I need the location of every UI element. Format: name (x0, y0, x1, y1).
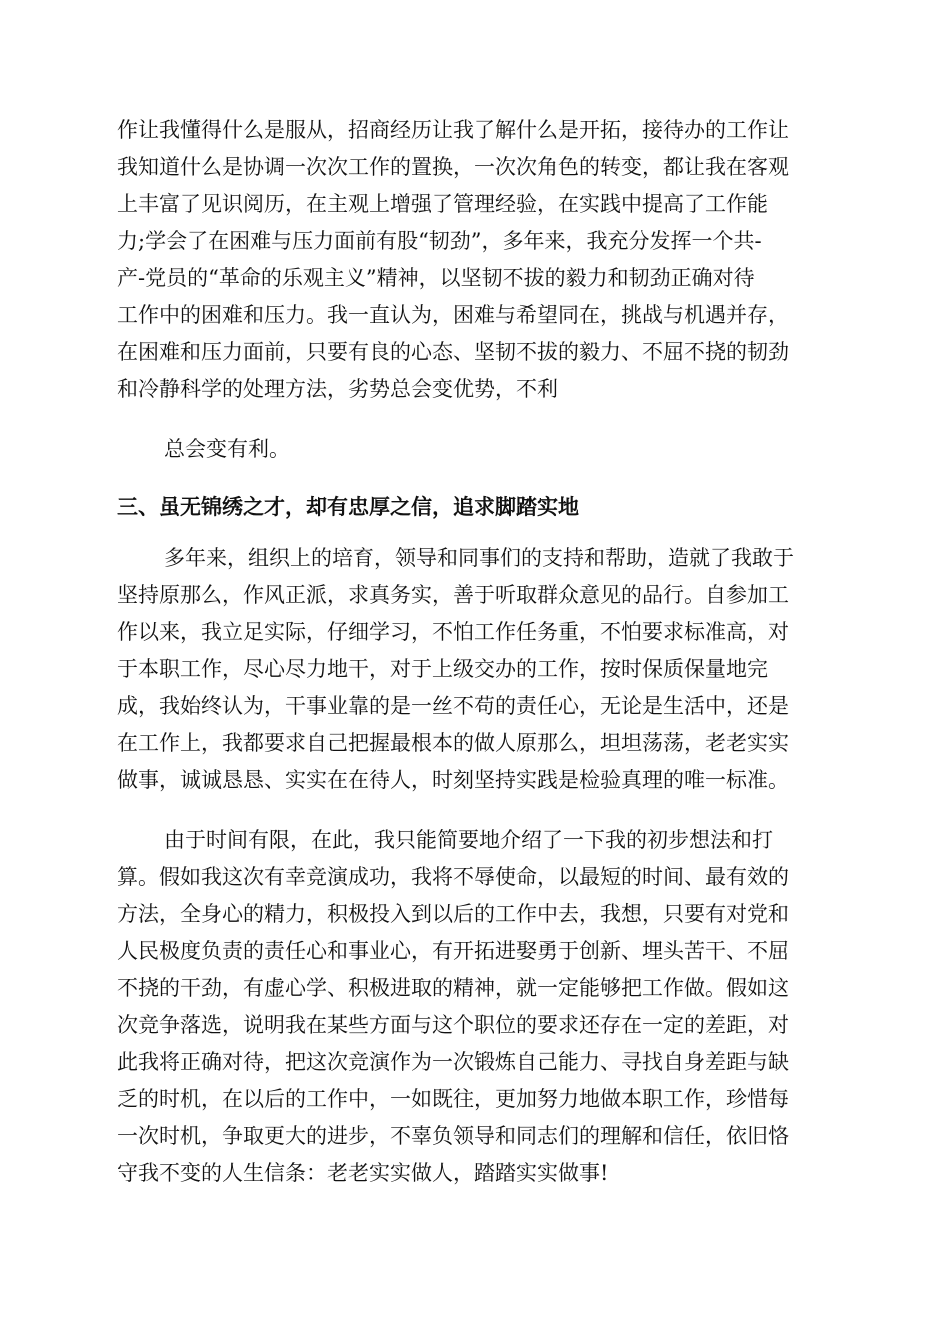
paragraph-line: 方法，全身心的精力，积极投入到以后的工作中去，我想，只要有对党和 (117, 902, 789, 926)
paragraph-line: 工作中的困难和压力。我一直认为，困难与希望同在，挑战与机遇并存， (117, 303, 789, 327)
paragraph-line: 作以来，我立足实际，仔细学习，不怕工作任务重，不怕要求标准高，对 (117, 620, 789, 644)
paragraph-line: 人民极度负责的责任心和事业心，有开拓进娶勇于创新、埋头苦干、不屈 (117, 939, 789, 963)
paragraph-line: 做事，诚诚恳恳、实实在在待人，时刻坚持实践是检验真理的唯一标准。 (117, 768, 789, 792)
paragraph-line: 乏的时机，在以后的工作中，一如既往，更加努力地做本职工作，珍惜每 (117, 1087, 789, 1111)
paragraph-line: 此我将正确对待，把这次竞演作为一次锻炼自己能力、寻找自身差距与缺 (117, 1050, 789, 1074)
paragraph-line: 由于时间有限，在此，我只能简要地介绍了一下我的初步想法和打 (164, 828, 773, 852)
paragraph-line: 成，我始终认为，干事业靠的是一丝不苟的责任心，无论是生活中，还是 (117, 694, 789, 718)
paragraph-line: 守我不变的人生信条：老老实实做人，踏踏实实做事! (117, 1161, 609, 1185)
paragraph-line: 算。假如我这次有幸竞演成功，我将不辱使命，以最短的时间、最有效的 (117, 865, 789, 889)
paragraph-line: 一次时机，争取更大的进步，不辜负领导和同志们的理解和信任，依旧恪 (117, 1124, 789, 1148)
paragraph-line: 次竞争落选，说明我在某些方面与这个职位的要求还存在一定的差距，对 (117, 1013, 789, 1037)
paragraph-line: 力;学会了在困难与压力面前有股“韧劲”，多年来，我充分发挥一个共- (117, 229, 762, 253)
section-heading: 三、虽无锦绣之才，却有忠厚之信，追求脚踏实地 (117, 494, 579, 519)
paragraph-line: 在工作上，我都要求自己把握最根本的做人原那么，坦坦荡荡，老老实实 (117, 731, 789, 755)
paragraph-line: 和冷静科学的处理方法，劣势总会变优势，不利 (117, 377, 558, 401)
paragraph-line: 产-党员的“革命的乐观主义”精神，以坚韧不拔的毅力和韧劲正确对待 (117, 266, 755, 290)
paragraph-line: 坚持原那么，作风正派，求真务实，善于听取群众意见的品行。自参加工 (117, 583, 789, 607)
paragraph-line: 于本职工作，尽心尽力地干，对于上级交办的工作，按时保质保量地完 (117, 657, 768, 681)
paragraph-line: 在困难和压力面前，只要有良的心态、坚韧不拔的毅力、不屈不挠的韧劲 (117, 340, 789, 364)
paragraph-line: 作让我懂得什么是服从，招商经历让我了解什么是开拓，接待办的工作让 (117, 118, 789, 142)
paragraph-line: 多年来，组织上的培育，领导和同事们的支持和帮助，造就了我敢于 (164, 546, 794, 570)
paragraph-line: 我知道什么是协调一次次工作的置换，一次次角色的转变，都让我在客观 (117, 155, 789, 179)
paragraph-line: 上丰富了见识阅历，在主观上增强了管理经验，在实践中提高了工作能 (117, 192, 768, 216)
paragraph-line: 不挠的干劲，有虚心学、积极进取的精神，就一定能够把工作做。假如这 (117, 976, 789, 1000)
paragraph-line: 总会变有利。 (164, 437, 290, 461)
